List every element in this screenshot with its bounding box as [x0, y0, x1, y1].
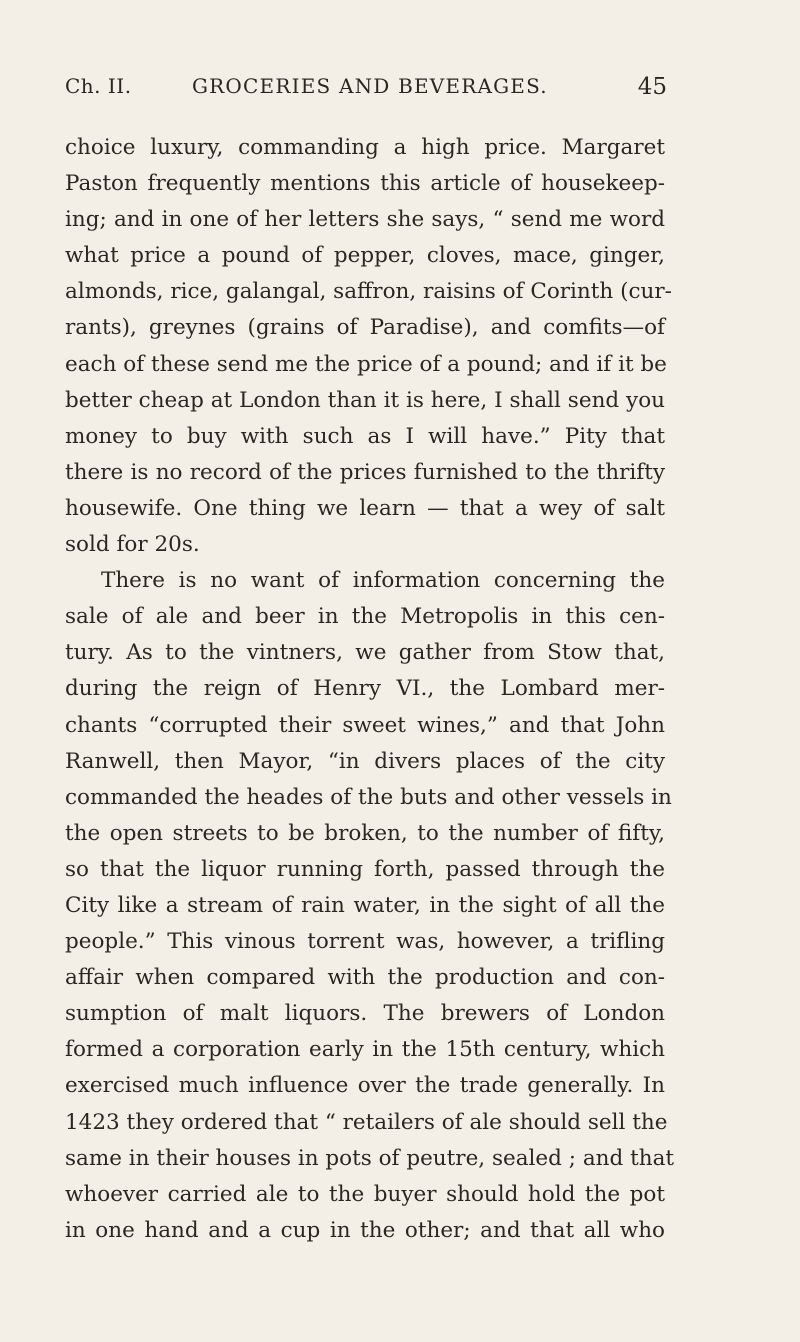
text-line: housewife. One thing we learn — that a wey of salt [65, 495, 665, 521]
text-line: commanded the heades of the buts and other vessels in [65, 784, 672, 810]
text-line: choice luxury, commanding a high price. Margaret [65, 135, 665, 160]
text-line: 1423 they ordered that “ retailers of ale should sell the [65, 1109, 668, 1135]
running-title: GROCERIES AND BEVERAGES. [192, 74, 548, 98]
text-line: tury. As to the vintners, we gather from Stow that, [65, 640, 665, 666]
text-line: ing; and in one of her letters she says, “ send me word [65, 207, 665, 233]
text-line: people.” This vinous torrent was, however, a trifling [65, 929, 665, 955]
text-line: better cheap at London than it is here, I shall send you [65, 387, 665, 413]
text-line: There is no want of information concerning the [101, 568, 665, 594]
text-line: each of these send me the price of a pound; and if it be [65, 351, 667, 377]
text-line: exercised much influence over the trade generally. In [65, 1073, 665, 1099]
text-line: money to buy with such as I will have.” Pity that [65, 423, 665, 449]
text-line: whoever carried ale to the buyer should hold the pot [65, 1181, 665, 1207]
text-line: the open streets to be broken, to the number of fifty, [65, 820, 665, 846]
text-line: what price a pound of pepper, cloves, mace, ginger, [65, 243, 665, 269]
text-line: same in their houses in pots of peutre, sealed ; and that [65, 1145, 675, 1171]
text-line: during the reign of Henry VI., the Lombard mer- [65, 676, 665, 702]
text-line: chants “corrupted their sweet wines,” and that John [65, 712, 665, 738]
text-line: almonds, rice, galangal, saffron, raisins of Corinth (cur- [65, 279, 672, 305]
text-line: rants), greynes (grains of Paradise), and comfits—of [65, 315, 665, 341]
text-line: City like a stream of rain water, in the sight of all the [65, 892, 665, 918]
body-text [65, 130, 675, 1249]
page-number: 45 [637, 74, 667, 100]
text-line: affair when compared with the production and con- [65, 965, 665, 991]
text-line: in one hand and a cup in the other; and that all who [65, 1217, 665, 1243]
text-line: Paston frequently mentions this article of housekeep- [65, 171, 665, 197]
text-line: Ranwell, then Mayor, “in divers places of the city [65, 748, 665, 774]
text-line: sold for 20s. [65, 532, 200, 558]
text-line: sale of ale and beer in the Metropolis in this cen- [65, 604, 665, 630]
text-line: there is no record of the prices furnished to the thrifty [65, 459, 665, 485]
chapter-label: Ch. II. [65, 74, 132, 98]
text-line: so that the liquor running forth, passed through the [65, 856, 665, 882]
text-line: sumption of malt liquors. The brewers of London [65, 1001, 665, 1027]
running-head [65, 74, 665, 104]
text-line: formed a corporation early in the 15th century, which [65, 1037, 665, 1063]
